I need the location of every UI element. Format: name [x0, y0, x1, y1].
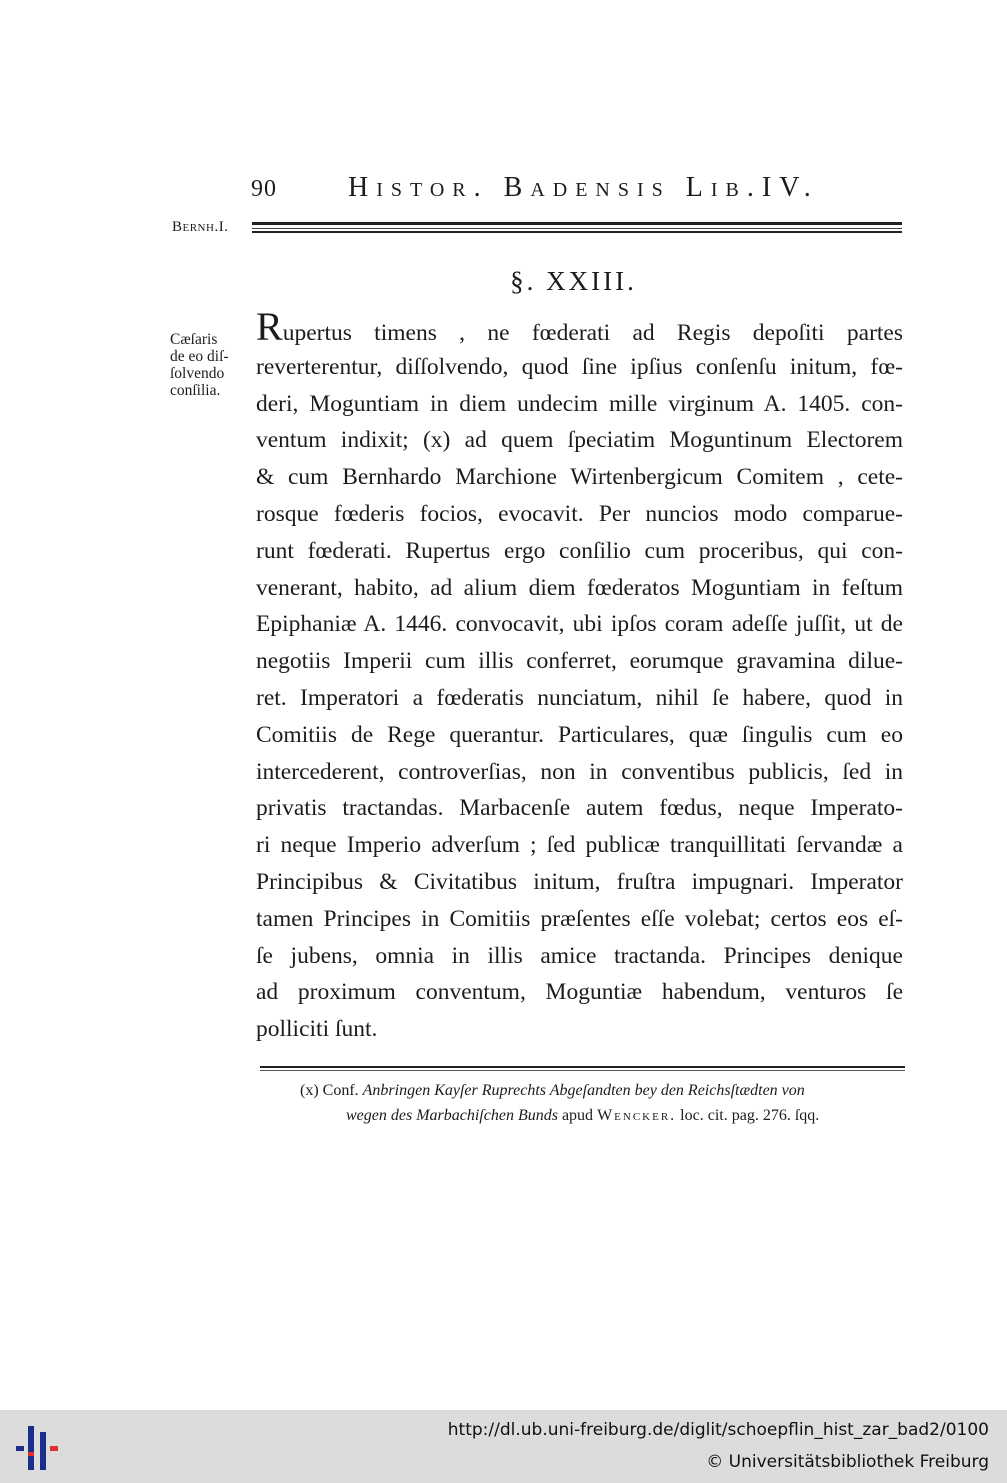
- body-line: polliciti ſunt.: [256, 1016, 378, 1043]
- body-line: deri, Moguntiam in diem undecim mille virginum A. 1405. con-: [256, 390, 903, 417]
- margin-note: [170, 331, 250, 399]
- viewer-footer: [0, 1410, 1007, 1483]
- body-line: runt fœderati. Rupertus ergo conſilio cum proceribus, qui con-: [256, 537, 903, 564]
- running-title: Histor. Badensis Lib.IV.: [348, 172, 819, 203]
- copyright-notice: © Universitätsbibliothek Freiburg: [706, 1452, 989, 1472]
- body-text: [256, 304, 903, 1048]
- drop-initial: R: [256, 304, 283, 349]
- body-line: ſe jubens, omnia in illis amice tractanda. Principes denique: [256, 942, 903, 969]
- body-line: Principibus & Civitatibus initum, fruſtra impugnari. Imperator: [256, 868, 903, 895]
- margin-note-line: conſilia.: [170, 382, 221, 399]
- body-line: negotiis Imperii cum illis conferret, eorumque gravamina dilue-: [256, 648, 903, 675]
- body-line: tamen Principes in Comitiis præſentes eſſe volebat; certos eos eſ-: [256, 905, 903, 932]
- footnote-line: [300, 1078, 900, 1103]
- margin-note-line: ſolvendo: [170, 365, 225, 382]
- header-rule: [252, 222, 902, 233]
- body-line: ret. Imperatori a fœderatis nunciatum, nihil ſe habere, quod in: [256, 684, 903, 711]
- footnote-rule: [260, 1066, 905, 1071]
- footnote-conf: Conf.: [322, 1082, 359, 1099]
- body-line-text: upertus timens , ne fœderati ad Regis depoſiti partes: [282, 320, 903, 346]
- margin-note-line: de eo diſ-: [170, 348, 229, 365]
- body-line: ri neque Imperio adverſum ; ſed publicæ tranquillitati ſervandæ a: [256, 832, 903, 859]
- footnote-line: [300, 1103, 900, 1128]
- body-line: reverterentur, diſſolvendo, quod ſine ipſius conſenſu initum, fœ-: [256, 353, 903, 380]
- body-line: intercederent, controverſias, non in conventibus publicis, ſed in: [256, 758, 903, 785]
- footnote-reference: loc. cit. pag. 276. ſqq.: [680, 1107, 820, 1124]
- footnote-apud: apud: [561, 1107, 594, 1124]
- body-line: Comitiis de Rege querantur. Particulares, quæ ſingulis cum eo: [256, 721, 903, 748]
- footnote: [300, 1078, 900, 1128]
- body-line: ventum indixit; (x) ad quem ſpeciatim Moguntinum Electorem: [256, 427, 903, 454]
- body-line: venerant, habito, ad alium diem fœderatos Moguntiam in feſtum: [256, 574, 903, 601]
- source-url-link[interactable]: http://dl.ub.uni-freiburg.de/diglit/schoepflin_hist_zar_bad2/0100: [447, 1420, 989, 1440]
- ub-freiburg-logo-icon[interactable]: [12, 1422, 64, 1474]
- body-line: Epiphaniæ A. 1446. convocavit, ubi ipſos coram adeſſe juſſit, ut de: [256, 611, 903, 638]
- body-line: rosque fœderis focios, evocavit. Per nuncios modo comparue-: [256, 500, 903, 527]
- footnote-author: Wencker.: [597, 1107, 677, 1124]
- section-heading: §. XXIII.: [510, 266, 637, 296]
- body-line: privatis tractandas. Marbacenſe autem fœdus, neque Imperato-: [256, 795, 903, 822]
- page-number: 90: [251, 176, 277, 202]
- body-line: [256, 304, 903, 349]
- footnote-title-cont: wegen des Marbachiſchen Bunds: [346, 1107, 558, 1124]
- body-line: & cum Bernhardo Marchione Wirtenbergicum Comitem , cete-: [256, 464, 903, 491]
- margin-header: Bernh.I.: [172, 219, 229, 235]
- margin-note-line: Cæſaris: [170, 331, 218, 348]
- body-line: ad proximum conventum, Moguntiæ habendum, venturos ſe: [256, 979, 903, 1006]
- footnote-marker: (x): [300, 1082, 319, 1099]
- footnote-title: Anbringen Kayſer Ruprechts Abgeſandten bey den Reichsſtædten von: [362, 1082, 805, 1099]
